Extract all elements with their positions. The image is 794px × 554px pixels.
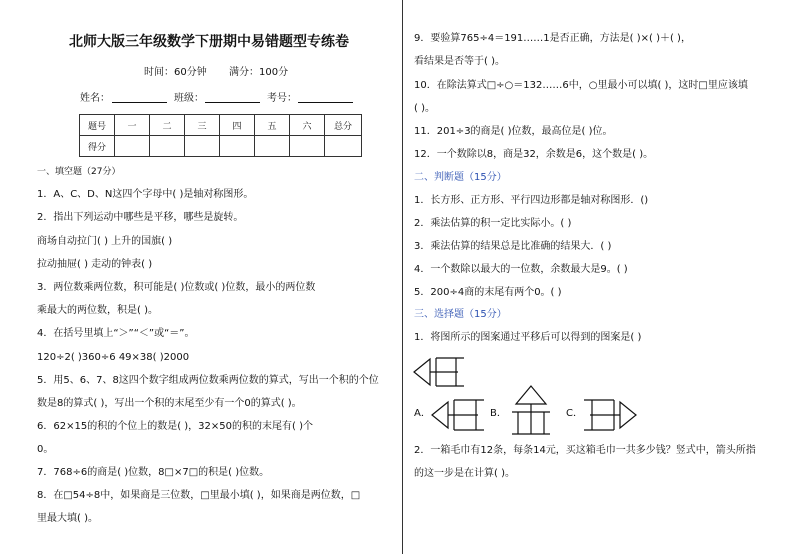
question-line: 3．两位数乘两位数，积可能是( )位数或( )位数，最小的两位数: [37, 282, 316, 293]
question-line: 9．要验算765÷4＝191……1是否正确，方法是( )×( )＋( )，: [414, 33, 691, 44]
score-cell: 三: [185, 115, 220, 136]
score-input-cell[interactable]: [185, 136, 220, 157]
judge-line: 4．一个数除以最大的一位数，余数最大是9。( ): [414, 264, 628, 275]
name-field-label: 姓名：: [80, 93, 110, 104]
score-input-cell[interactable]: [325, 136, 362, 157]
section-choice-heading: 三、选择题（15分）: [414, 309, 507, 320]
score-input-cell[interactable]: [255, 136, 290, 157]
score-cell: 一: [115, 115, 150, 136]
question-line: 8．在□54÷8中，如果商是三位数，□里最小填( )，如果商是两位数，□: [37, 490, 361, 501]
score-cell: 六: [290, 115, 325, 136]
option-a-figure[interactable]: [430, 396, 486, 434]
exam-full-score: 满分：100分: [229, 67, 289, 78]
class-field[interactable]: [205, 92, 260, 103]
question-line: 乘最大的两位数，积是( )。: [37, 305, 158, 316]
name-field[interactable]: [112, 92, 167, 103]
score-cell: 四: [220, 115, 255, 136]
score-input-cell[interactable]: [115, 136, 150, 157]
exam-number-field-label: 考号：: [267, 93, 297, 104]
section-judge-heading: 二、判断题（15分）: [414, 172, 507, 183]
exam-number-field[interactable]: [298, 92, 353, 103]
option-a-label[interactable]: A．: [414, 408, 431, 419]
question-line: 2．指出下列运动中哪些是平移，哪些是旋转。: [37, 212, 244, 223]
option-b-figure[interactable]: [506, 384, 556, 440]
question-line: 数是8的算式( )，写出一个积的末尾至少有一个0的算式( )。: [37, 398, 302, 409]
choice-question-2: 2．一箱毛巾有12条，每条14元，买这箱毛巾一共多少钱？竖式中，箭头所指: [414, 445, 756, 456]
judge-line: 1．长方形、正方形、平行四边形都是轴对称图形．(): [414, 195, 649, 206]
question-line: 7．768÷6的商是( )位数，8□×7□的积是( )位数。: [37, 467, 270, 478]
page-title: 北师大版三年级数学下册期中易错题型专练卷: [69, 34, 349, 50]
judge-line: 5．200÷4商的末尾有两个0。( ): [414, 287, 562, 298]
question-line: 拉动抽屉( ) 走动的钟表( ): [37, 259, 153, 270]
class-field-label: 班级：: [174, 93, 204, 104]
question-line: 里最大填( )。: [37, 513, 98, 524]
choice-question-2-cont: 的这一步是在计算( )。: [414, 468, 515, 479]
question-line: 11．201÷3的商是( )位数，最高位是( )位。: [414, 126, 613, 137]
option-c-figure[interactable]: [582, 396, 638, 434]
judge-line: 3．乘法估算的结果总是比准确的结果大．( ): [414, 241, 612, 252]
original-fish-figure: [412, 354, 466, 390]
question-line: 0。: [37, 444, 54, 455]
option-c-label[interactable]: C．: [566, 408, 583, 419]
question-line: 1．A、C、D、N这四个字母中( )是轴对称图形。: [37, 189, 254, 200]
score-input-cell[interactable]: [150, 136, 185, 157]
question-line: 4．在括号里填上“＞”“＜”或“＝”。: [37, 328, 195, 339]
score-cell: 得分: [80, 136, 115, 157]
question-line: ( )。: [414, 103, 435, 114]
score-input-cell[interactable]: [290, 136, 325, 157]
score-cell: 二: [150, 115, 185, 136]
exam-time: 时间：60分钟: [144, 67, 207, 78]
question-line: 10．在除法算式□÷○＝132……6中，○里最小可以填( )，这时□里应该填: [414, 80, 748, 91]
score-table-score-row: [80, 136, 362, 157]
question-line: 6．62×15的积的个位上的数是( )，32×50的积的末尾有( )个: [37, 421, 313, 432]
question-line: 120÷2( )360÷6 49×38( )2000: [37, 352, 190, 363]
question-line: 看结果是否等于( )。: [414, 56, 505, 67]
score-cell: 总分: [325, 115, 362, 136]
column-divider: [402, 0, 403, 554]
question-line: 12．一个数除以8，商是32，余数是6，这个数是( )。: [414, 149, 654, 160]
score-cell: 题号: [80, 115, 115, 136]
score-table: [79, 114, 362, 157]
option-b-label[interactable]: B．: [490, 408, 507, 419]
section-fill-blank-heading: 一、填空题（27分）: [37, 167, 121, 177]
score-input-cell[interactable]: [220, 136, 255, 157]
question-line: 商场自动拉门( ) 上升的国旗( ): [37, 236, 173, 247]
question-line: 5．用5、6、7、8这四个数字组成两位数乘两位数的算式，写出一个积的个位: [37, 375, 379, 386]
score-cell: 五: [255, 115, 290, 136]
score-table-header-row: [80, 115, 362, 136]
judge-line: 2．乘法估算的积一定比实际小。( ): [414, 218, 572, 229]
choice-question-1: 1．将图所示的图案通过平移后可以得到的图案是( ): [414, 332, 642, 343]
